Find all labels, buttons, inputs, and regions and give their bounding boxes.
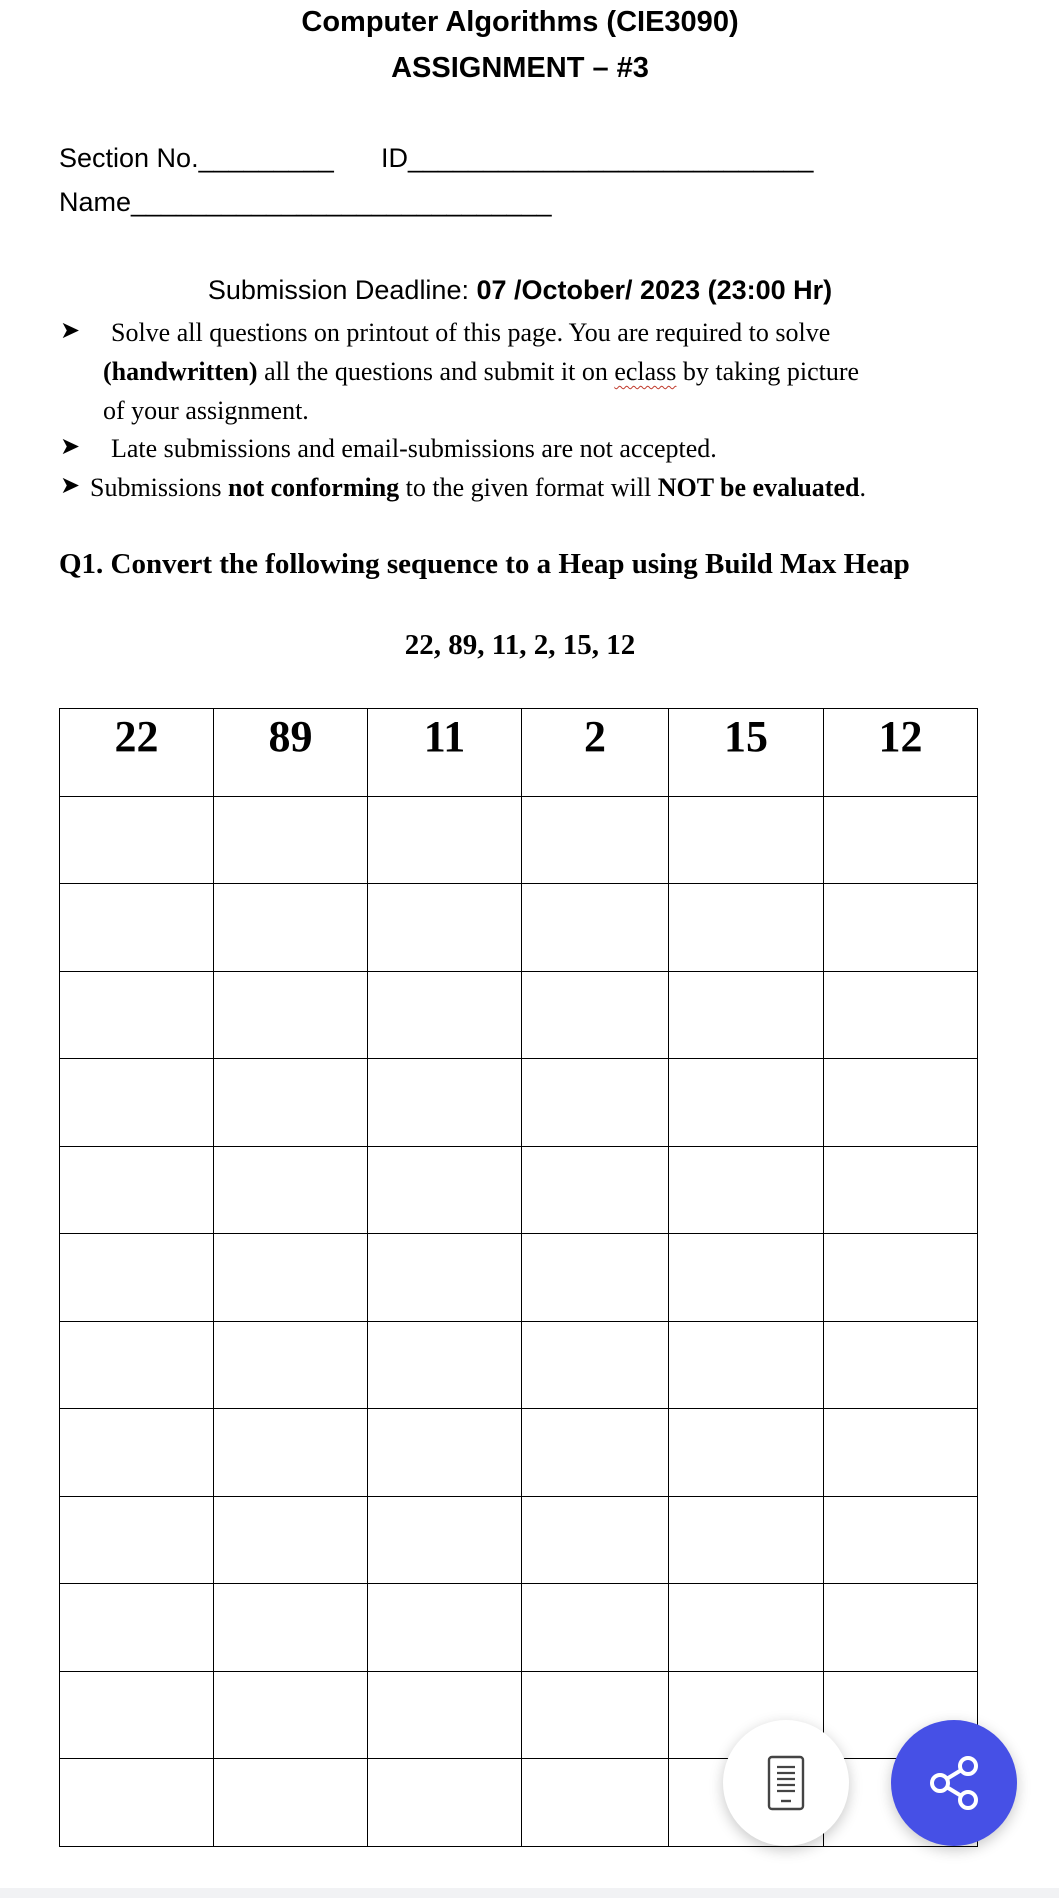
input-sequence: 22, 89, 11, 2, 15, 12 — [404, 629, 636, 661]
empty-work-cell[interactable] — [60, 971, 214, 1059]
empty-work-cell[interactable] — [824, 1496, 978, 1584]
empty-work-cell[interactable] — [669, 1321, 824, 1409]
deadline-label: Submission Deadline: — [207, 275, 477, 305]
empty-work-cell[interactable] — [60, 1234, 214, 1322]
instruction-1-line-1: Solve all questions on printout of this page. You are required to solve — [111, 318, 831, 347]
empty-work-cell[interactable] — [669, 1584, 824, 1672]
empty-work-cell[interactable] — [669, 884, 824, 972]
empty-work-cell[interactable] — [669, 971, 824, 1059]
empty-work-cell[interactable] — [824, 1059, 978, 1147]
instruction-1-text-end: by taking picture — [676, 357, 860, 386]
course-title: Computer Algorithms (CIE3090) — [301, 6, 739, 38]
empty-work-row — [60, 1234, 978, 1322]
empty-work-cell[interactable] — [824, 1409, 978, 1497]
heap-array-cell: 11 — [368, 709, 522, 797]
empty-work-cell[interactable] — [522, 1496, 669, 1584]
empty-work-cell[interactable] — [669, 796, 824, 884]
empty-work-cell[interactable] — [214, 884, 368, 972]
empty-work-cell[interactable] — [368, 1146, 522, 1234]
empty-work-row — [60, 1496, 978, 1584]
empty-work-cell[interactable] — [824, 1146, 978, 1234]
empty-work-row — [60, 1321, 978, 1409]
empty-work-cell[interactable] — [368, 1496, 522, 1584]
empty-work-row — [60, 796, 978, 884]
arrow-bullet-icon: ➤ — [60, 317, 81, 344]
submission-deadline — [0, 275, 1040, 306]
instruction-3-period: . — [859, 473, 866, 502]
empty-work-cell[interactable] — [522, 1759, 669, 1847]
instruction-3-text: Submissions — [90, 473, 228, 502]
empty-work-cell[interactable] — [60, 1321, 214, 1409]
empty-work-cell[interactable] — [669, 1059, 824, 1147]
empty-work-cell[interactable] — [214, 1146, 368, 1234]
empty-work-cell[interactable] — [60, 1059, 214, 1147]
empty-work-cell[interactable] — [522, 884, 669, 972]
reader-mode-button[interactable] — [723, 1720, 849, 1846]
heap-array-cell: 2 — [522, 709, 669, 797]
empty-work-cell[interactable] — [368, 796, 522, 884]
empty-work-cell[interactable] — [824, 971, 978, 1059]
bottom-strip — [0, 1888, 1059, 1898]
empty-work-cell[interactable] — [214, 1234, 368, 1322]
empty-work-cell[interactable] — [60, 884, 214, 972]
heap-array-row — [60, 709, 978, 797]
instruction-1-line-2 — [103, 352, 859, 391]
empty-work-cell[interactable] — [669, 1409, 824, 1497]
empty-work-cell[interactable] — [368, 1759, 522, 1847]
empty-work-cell[interactable] — [522, 971, 669, 1059]
assignment-title: ASSIGNMENT – #3 — [391, 52, 649, 84]
empty-work-cell[interactable] — [522, 1146, 669, 1234]
empty-work-row — [60, 1584, 978, 1672]
handwritten-emphasis: (handwritten) — [103, 357, 258, 386]
empty-work-cell[interactable] — [824, 1321, 978, 1409]
id-field: ID___________________________ — [381, 143, 814, 173]
empty-work-cell[interactable] — [214, 1496, 368, 1584]
empty-work-cell[interactable] — [368, 971, 522, 1059]
empty-work-cell[interactable] — [669, 1234, 824, 1322]
empty-work-cell[interactable] — [60, 1671, 214, 1759]
not-evaluated-emphasis: NOT be evaluated — [657, 473, 860, 502]
empty-work-row — [60, 1671, 978, 1759]
empty-work-cell[interactable] — [522, 1409, 669, 1497]
empty-work-cell[interactable] — [60, 1584, 214, 1672]
empty-work-cell[interactable] — [368, 1059, 522, 1147]
empty-work-cell[interactable] — [669, 1496, 824, 1584]
share-button[interactable] — [891, 1720, 1017, 1846]
instruction-3 — [90, 468, 866, 507]
empty-work-cell[interactable] — [368, 884, 522, 972]
heap-worksheet-table — [59, 708, 978, 1847]
empty-work-cell[interactable] — [522, 1234, 669, 1322]
heap-array-cell: 89 — [214, 709, 368, 797]
heap-array-cell: 15 — [669, 709, 824, 797]
empty-work-cell[interactable] — [214, 796, 368, 884]
empty-work-cell[interactable] — [522, 796, 669, 884]
empty-work-row — [60, 1146, 978, 1234]
empty-work-cell[interactable] — [60, 1409, 214, 1497]
empty-work-cell[interactable] — [522, 1584, 669, 1672]
empty-work-cell[interactable] — [522, 1671, 669, 1759]
heap-array-cell: 22 — [60, 709, 214, 797]
empty-work-row — [60, 971, 978, 1059]
arrow-bullet-icon: ➤ — [60, 472, 81, 499]
deadline-value: 07 /October/ 2023 (23:00 Hr) — [476, 275, 833, 305]
empty-work-cell[interactable] — [669, 1146, 824, 1234]
empty-work-cell[interactable] — [522, 1321, 669, 1409]
empty-work-cell[interactable] — [368, 1321, 522, 1409]
empty-work-row — [60, 1059, 978, 1147]
empty-work-cell[interactable] — [824, 796, 978, 884]
empty-work-cell[interactable] — [214, 1409, 368, 1497]
section-number-field: Section No._________ — [59, 143, 334, 173]
empty-work-cell[interactable] — [368, 1234, 522, 1322]
instruction-3-text-mid: to the given format will — [399, 473, 658, 502]
empty-work-cell[interactable] — [368, 1584, 522, 1672]
empty-work-cell[interactable] — [824, 1234, 978, 1322]
instruction-2: Late submissions and email-submissions are not accepted. — [111, 434, 717, 463]
empty-work-cell[interactable] — [522, 1059, 669, 1147]
empty-work-cell[interactable] — [368, 1409, 522, 1497]
empty-work-cell[interactable] — [60, 1759, 214, 1847]
empty-work-cell[interactable] — [214, 971, 368, 1059]
name-field: Name____________________________ — [59, 187, 552, 217]
share-icon — [924, 1753, 984, 1813]
empty-work-cell[interactable] — [214, 1059, 368, 1147]
empty-work-cell[interactable] — [214, 1584, 368, 1672]
empty-work-cell[interactable] — [214, 1759, 368, 1847]
arrow-bullet-icon: ➤ — [60, 433, 81, 460]
heap-array-cell: 12 — [824, 709, 978, 797]
empty-work-row — [60, 1409, 978, 1497]
reader-mode-icon — [766, 1754, 806, 1812]
empty-work-cell[interactable] — [214, 1671, 368, 1759]
not-conforming-emphasis: not conforming — [228, 473, 400, 502]
instruction-1-text: all the questions and submit it on — [257, 357, 615, 386]
eclass-spellcheck-word: eclass — [614, 357, 677, 386]
empty-work-cell[interactable] — [60, 1496, 214, 1584]
empty-work-row — [60, 884, 978, 972]
empty-work-cell[interactable] — [60, 1146, 214, 1234]
instruction-1-line-3: of your assignment. — [103, 396, 309, 425]
empty-work-cell[interactable] — [824, 1584, 978, 1672]
empty-work-cell[interactable] — [824, 884, 978, 972]
question-1: Q1. Convert the following sequence to a Heap using Build Max Heap — [59, 548, 910, 580]
empty-work-cell[interactable] — [368, 1671, 522, 1759]
empty-work-cell[interactable] — [214, 1321, 368, 1409]
empty-work-cell[interactable] — [60, 796, 214, 884]
